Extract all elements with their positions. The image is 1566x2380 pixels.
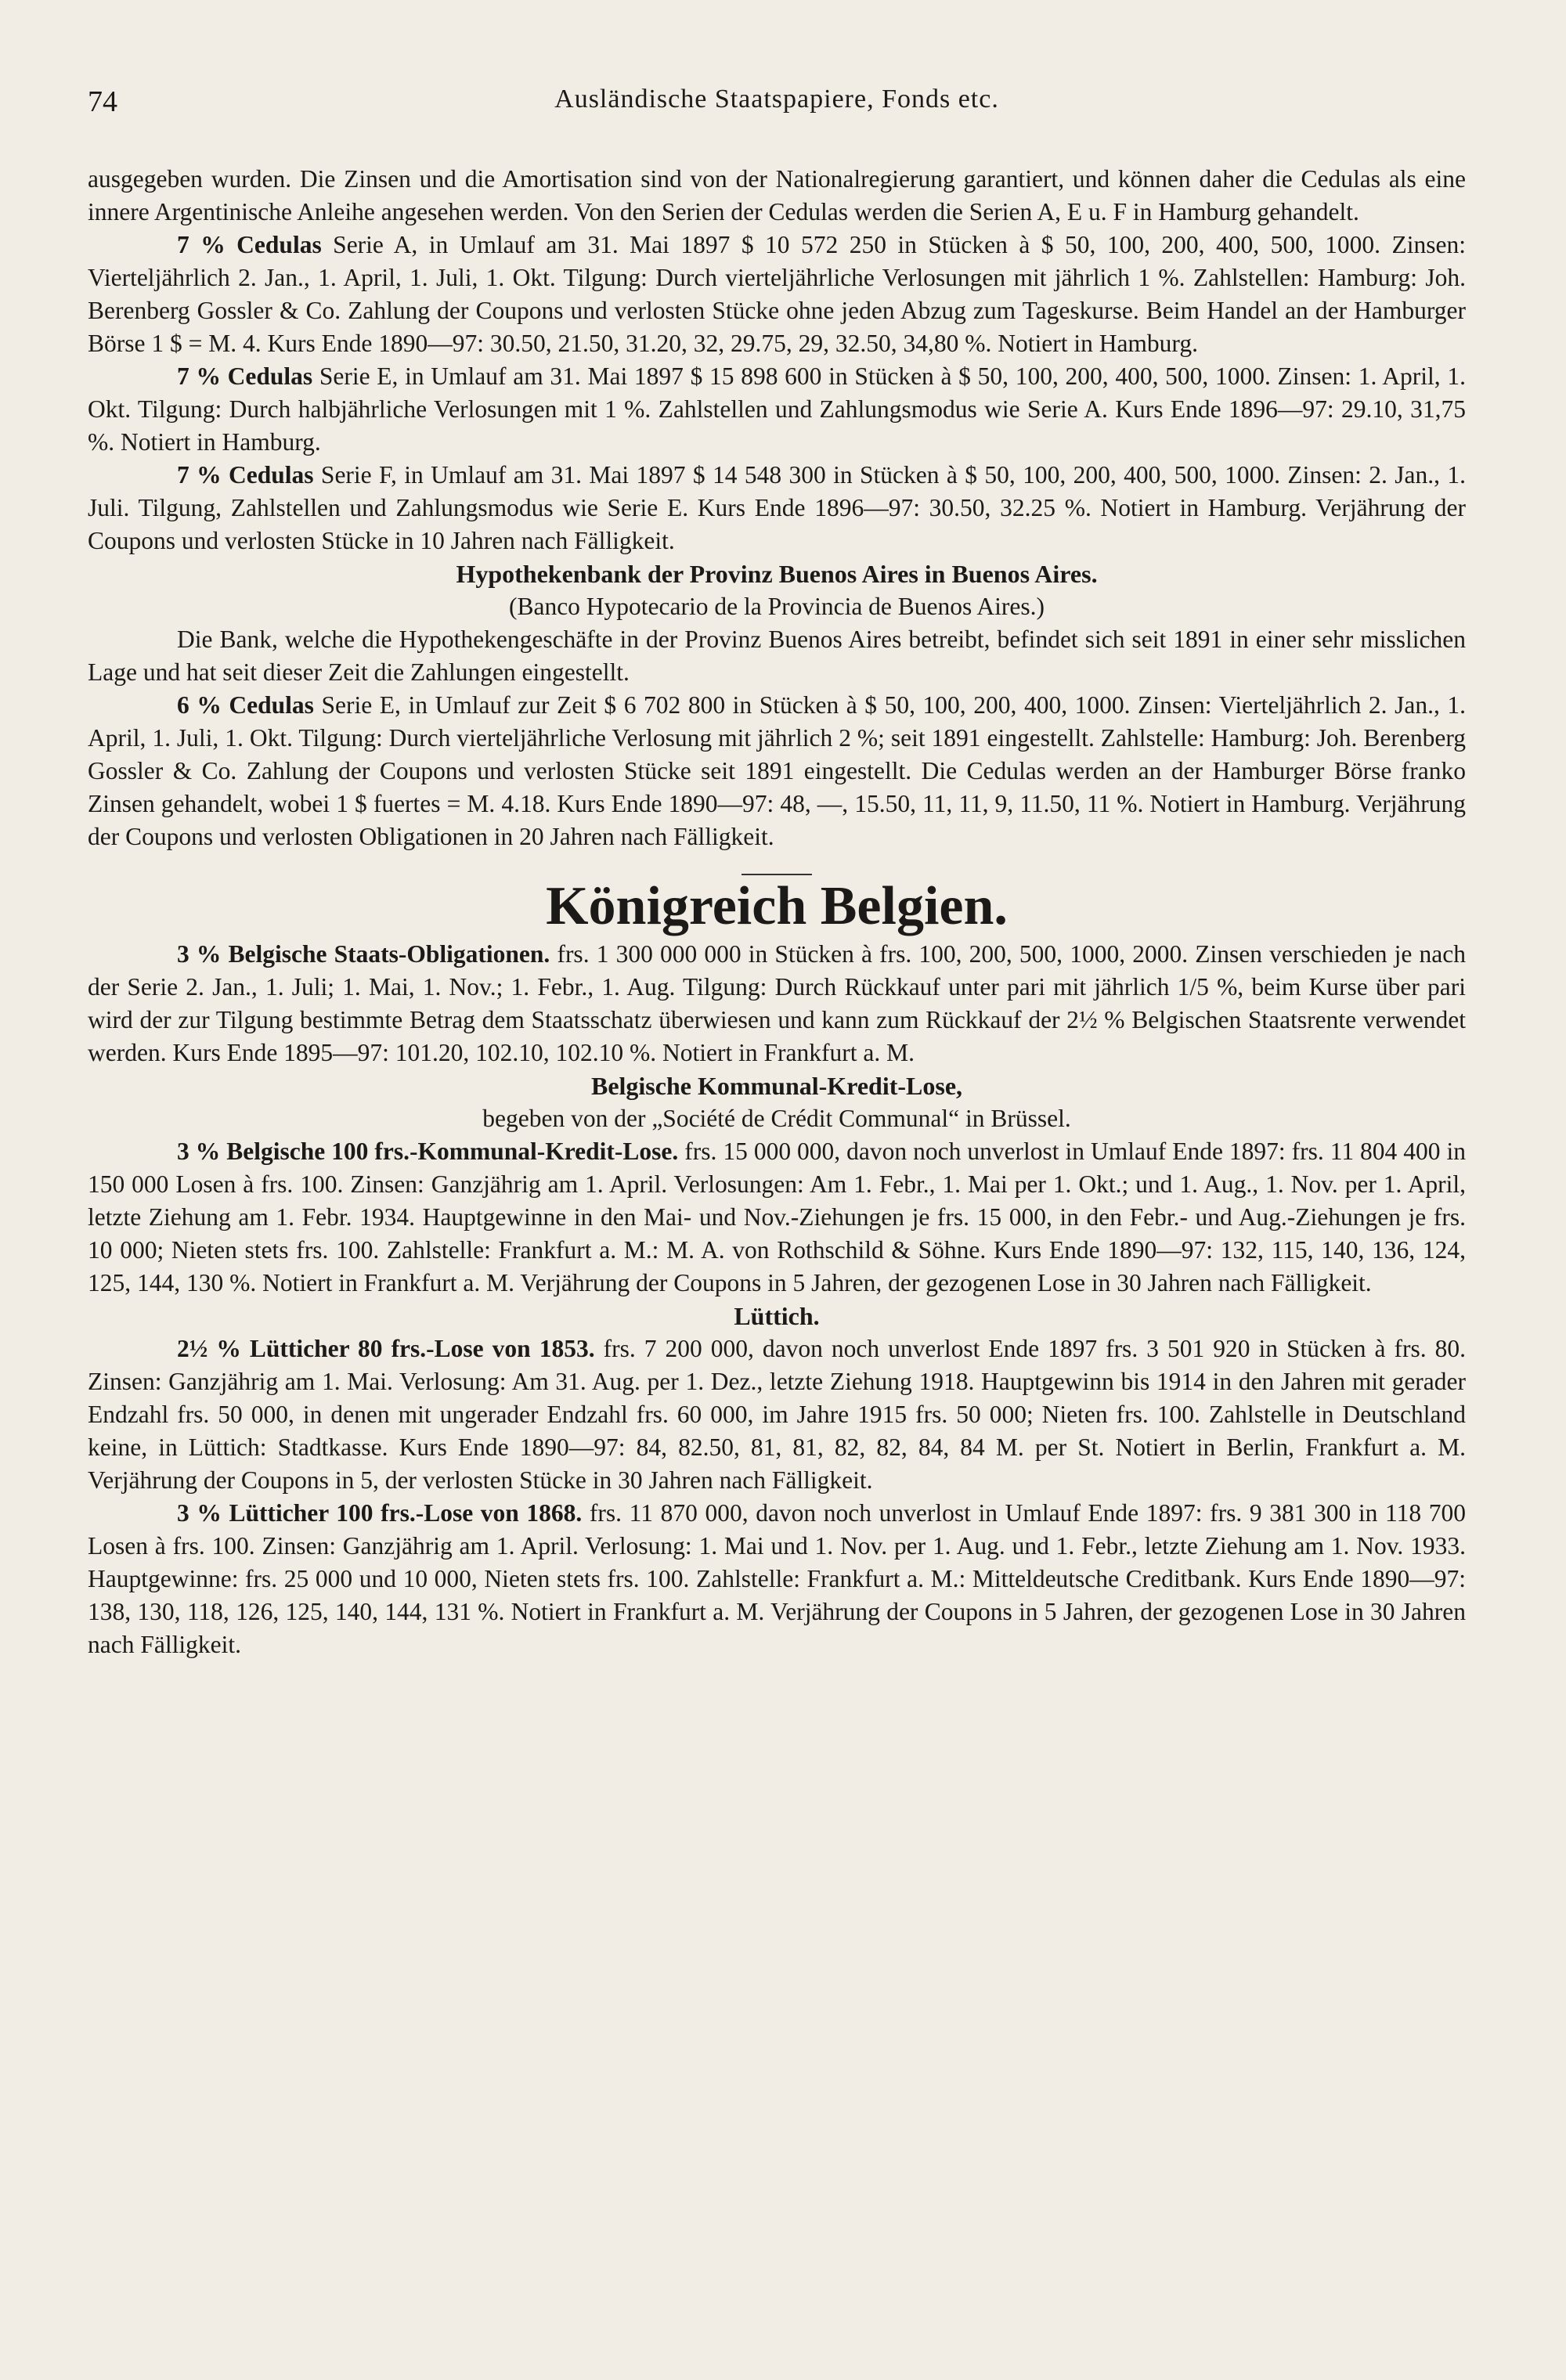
para-kommunal-kredit-lose: 3 % Belgische 100 frs.-Kommunal-Kredit-Lose. frs. 15 000 000, davon noch unverlost in Umlauf Ende 1897: frs. 11 804 400 in 150 000 Losen à frs. 100. Zinsen: Ganzjährig am 1. April. Verlosungen: Am 1. Febr., 1. Mai per 1. Okt.; und 1. Aug., 1. Nov. per 1. April, letzte Ziehung am 1. Febr. 1934. Hauptgewinne in den Mai- und Nov.-Ziehungen je frs. 15 000, in den Febr.- und Aug.-Ziehungen je frs. 10 000; Nieten stets frs. 100. Zahlstelle: Frankfurt a. M.: M. A. von Rothschild & Söhne. Kurs Ende 1890—97: 132, 115, 140, 136, 124, 125, 144, 130 %. Notiert in Frankfurt a. M. Verjährung der Coupons in 5 Jahren, der gezogenen Lose in 30 Jahren nach Fälligkeit. xyxy=(88,1138,1467,1296)
para-cedulas-serie-f: 7 % Cedulas Serie F, in Umlauf am 31. Mai 1897 $ 14 548 300 in Stücken à $ 50, 100, 200, 400, 500, 1000. Zinsen: 2. Jan., 1. Juli. Tilgung, Zahlstellen und Zahlungsmodus wie Serie E. Kurs Ende 1896—97: 30.50, 32.25 %. Notiert in Hamburg. Verjährung der Coupons und verlosten Stücke in 10 Jahren nach Fälligkeit. xyxy=(88,461,1467,554)
para-cedulas-6-serie-e: 6 % Cedulas Serie E, in Umlauf zur Zeit $ 6 702 800 in Stücken à $ 50, 100, 200, 400, 1000. Zinsen: Vierteljährlich 2. Jan., 1. April, 1. Juli, 1. Okt. Tilgung: Durch vierteljährliche Verlosung mit jährlich 2 %; seit 1891 eingestellt. Zahlstelle: Hamburg: Joh. Berenberg Gossler & Co. Zahlung der Coupons und verlosten Stücke seit 1891 eingestellt. Die Cedulas werden an der Hamburger Börse franko Zinsen gehandelt, wobei 1 $ fuertes = M. 4.18. Kurs Ende 1890—97: 48, —, 15.50, 11, 11, 9, 11.50, 11 %. Notiert in Hamburg. Verjährung der Coupons und verlosten Obligationen in 20 Jahren nach Fälligkeit. xyxy=(88,691,1467,850)
para-cedulas-serie-a: 7 % Cedulas Serie A, in Umlauf am 31. Mai 1897 $ 10 572 250 in Stücken à $ 50, 100, 200, 400, 500, 1000. Zinsen: Vierteljährlich 2. Jan., 1. April, 1. Juli, 1. Okt. Tilgung: Durch vierteljährliche Verlosungen mit jährlich 1 %. Zahlstellen: Hamburg: Joh. Berenberg Gossler & Co. Zahlung der Coupons und verlosten Stücke ohne jeden Abzug zum Tageskurse. Beim Handel an der Hamburger Börse 1 $ = M. 4. Kurs Ende 1890—97: 30.50, 21.50, 31.20, 32, 29.75, 29, 32.50, 34,80 %. Notiert in Hamburg. xyxy=(88,231,1467,357)
para-cedulas-serie-e: 7 % Cedulas Serie E, in Umlauf am 31. Mai 1897 $ 15 898 600 in Stücken à $ 50, 100, 200, 400, 500, 1000. Zinsen: 1. April, 1. Okt. Tilgung: Durch halbjährliche Verlosungen mit 1 %. Zahlstellen und Zahlungsmodus wie Serie A. Kurs Ende 1896—97: 29.10, 31,75 %. Notiert in Hamburg. xyxy=(88,362,1466,456)
para-argentina-intro: ausgegeben wurden. Die Zinsen und die Amortisation sind von der Nationalregierung garantiert, und können daher die Cedulas als eine innere Argentinische Anleihe angesehen werden. Von den Serien der Cedulas werden die Serien A, E u. F in Hamburg gehandelt. xyxy=(88,165,1466,225)
subheading-societe-credit-communal: begeben von der „Société de Crédit Communal“ in Brüssel. xyxy=(482,1105,1071,1132)
para-luetticher-1853: 2½ % Lütticher 80 frs.-Lose von 1853. frs. 7 200 000, davon noch unverlost Ende 1897 frs. 3 501 920 in Stücken à frs. 80. Zinsen: Ganzjährig am 1. Mai. Verlosung: Am 31. Aug. per 1. Dez., letzte Ziehung 1918. Hauptgewinn bis 1914 in den Jahren mit gerader Endzahl frs. 50 000, in denen mit ungerader Endzahl frs. 60 000, im Jahre 1915 frs. 50 000; Nieten frs. 100. Zahlstelle in Deutschland keine, in Lüttich: Stadtkasse. Kurs Ende 1890—97: 84, 82.50, 81, 81, 82, 82, 84, 84 M. per St. Notiert in Berlin, Frankfurt a. M. Verjährung der Coupons in 5, der verlosten Stücke in 30 Jahren nach Fälligkeit. xyxy=(88,1335,1466,1494)
heading-kommunal-kredit-lose: Belgische Kommunal-Kredit-Lose, xyxy=(590,1072,963,1100)
page-body xyxy=(88,163,1466,1661)
heading-luettich: Lüttich. xyxy=(734,1302,820,1330)
para-belgische-staats-obligationen: 3 % Belgische Staats-Obligationen. frs. 1 300 000 000 in Stücken à frs. 100, 200, 500, 1000, 2000. Zinsen verschieden je nach der Serie 2. Jan., 1. Juli; 1. Mai, 1. Nov.; 1. Febr., 1. Aug. Tilgung: Durch Rückkauf unter pari mit jährlich 1/5 %, beim Kurse über pari wird der zur Tilgung bestimmte Betrag dem Staatsschatz überwiesen und kann zum Rückkauf der 2½ % Belgischen Staatsrente verwendet werden. Kurs Ende 1895—97: 101.20, 102.10, 102.10 %. Notiert in Frankfurt a. M. xyxy=(88,940,1467,1066)
page-number: 74 xyxy=(88,85,117,118)
page-header xyxy=(88,85,1466,122)
subheading-banco-hypotecario: (Banco Hypotecario de la Provincia de Buenos Aires.) xyxy=(508,593,1045,620)
para-luetticher-1868: 3 % Lütticher 100 frs.-Lose von 1868. frs. 11 870 000, davon noch unverlost in Umlauf Ende 1897: frs. 9 381 300 in 118 700 Losen à frs. 100. Zinsen: Ganzjährig am 1. April. Verlosung: 1. Mai und 1. Nov. per 1. Aug. und 1. Febr., letzte Ziehung am 1. Nov. 1933. Hauptgewinne: frs. 25 000 und 10 000, Nieten stets frs. 100. Zahlstelle: Frankfurt a. M.: Mitteldeutsche Creditbank. Kurs Ende 1890—97: 138, 130, 118, 126, 125, 140, 144, 131 %. Notiert in Frankfurt a. M. Verjährung der Coupons in 5 Jahren, der gezogenen Lose in 30 Jahren nach Fälligkeit. xyxy=(88,1499,1466,1658)
heading-hypothekenbank: Hypothekenbank der Provinz Buenos Aires in Buenos Aires. xyxy=(456,560,1098,588)
heading-koenigreich-belgien: Königreich Belgien. xyxy=(546,876,1008,936)
para-bank-intro: Die Bank, welche die Hypothekengeschäfte in der Provinz Buenos Aires betreibt, befindet sich seit 1891 in einer sehr misslichen Lage und hat seit dieser Zeit die Zahlungen eingestellt. xyxy=(88,626,1466,686)
running-title: Ausländische Staatspapiere, Fonds etc. xyxy=(554,85,999,114)
